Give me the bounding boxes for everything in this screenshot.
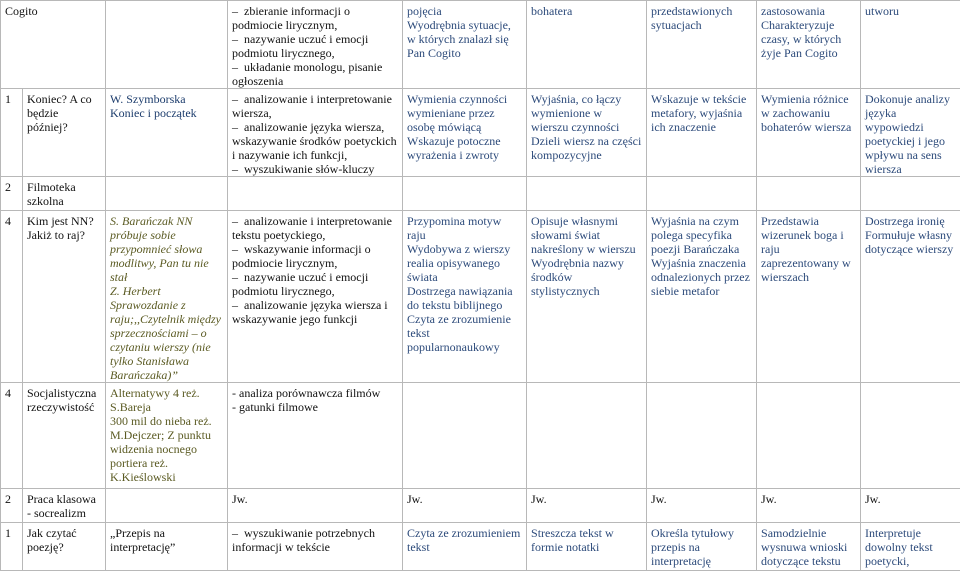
- cell-text: [106, 177, 228, 211]
- cell-c8: [861, 383, 960, 489]
- cell-header-c5: bohatera: [527, 1, 647, 89]
- cell-c4: Przypomina motyw raju Wydobywa z wierszy realia opisywanego świata Dostrzega nawiązania do tekstu biblijnego Czyta ze zrozumienie tekst popularnonaukowy: [403, 211, 527, 383]
- cell-forms: – analizowanie i interpretowanie tekstu poetyckiego, – wskazywanie informacji o podmiocie lirycznym, – nazywanie uczuć i emocji podmiotu lirycznego, – analizowanie języka wiersza i wskazywanie jego funkcji: [228, 211, 403, 383]
- cell-c7: Samodzielnie wysnuwa wnioski dotyczące tekstu: [757, 523, 861, 571]
- cell-c8: Interpretuje dowolny tekst poetycki,: [861, 523, 960, 571]
- cell-c6: Określa tytułowy przepis na interpretację: [647, 523, 757, 571]
- cell-c6: Wskazuje w tekście metafory, wyjaśnia ich znaczenie: [647, 89, 757, 177]
- table-row: [1, 489, 960, 523]
- cell-forms: - analiza porównawcza filmów - gatunki filmowe: [228, 383, 403, 489]
- cell-header-empty: [106, 1, 228, 89]
- table-row: [1, 383, 960, 489]
- cell-header-c7: zastosowania Charakteryzuje czasy, w których żyje Pan Cogito: [757, 1, 861, 89]
- cell-header-forms: – zbieranie informacji o podmiocie lirycznym, – nazywanie uczuć i emocji podmiotu lirycznego, – układanie monologu, pisanie ogłoszenia: [228, 1, 403, 89]
- cell-c5: Opisuje własnymi słowami świat nakreślony w wierszu Wyodrębnia nazwy środków stylistycznych: [527, 211, 647, 383]
- cell-c4: [403, 383, 527, 489]
- cell-hours: 4: [1, 383, 23, 489]
- table-row: [1, 523, 960, 571]
- cell-topic: Filmoteka szkolna: [23, 177, 106, 211]
- table-row: [1, 177, 960, 211]
- cell-header-c4: pojęcia Wyodrębnia sytuacje, w których znalazł się Pan Cogito: [403, 1, 527, 89]
- cell-c7: [757, 383, 861, 489]
- cell-topic: Socjalistyczna rzeczywistość: [23, 383, 106, 489]
- cell-c5: [527, 177, 647, 211]
- cell-hours: 1: [1, 523, 23, 571]
- cell-topic: Jak czytać poezję?: [23, 523, 106, 571]
- cell-text: „Przepis na interpretację”: [106, 523, 228, 571]
- cell-header-c8: utworu: [861, 1, 960, 89]
- cell-text: W. Szymborska Koniec i początek: [106, 89, 228, 177]
- cell-hours: 2: [1, 177, 23, 211]
- cell-c4: Wymienia czynności wymieniane przez osobę mówiącą Wskazuje potoczne wyrażenia i zwroty: [403, 89, 527, 177]
- cell-c4: Czyta ze zrozumieniem tekst: [403, 523, 527, 571]
- cell-c6: Wyjaśnia na czym polega specyfika poezji Barańczaka Wyjaśnia znaczenia odnalezionych przez siebie metafor: [647, 211, 757, 383]
- cell-topic: Praca klasowa - socrealizm: [23, 489, 106, 523]
- cell-hours: 4: [1, 211, 23, 383]
- table-row: [1, 211, 960, 383]
- cell-hours: 2: [1, 489, 23, 523]
- cell-c7: Wymienia różnice w zachowaniu bohaterów wiersza: [757, 89, 861, 177]
- cell-c7: Przedstawia wizerunek boga i raju zaprezentowany w wierszach: [757, 211, 861, 383]
- cell-topic: Koniec? A co będzie później?: [23, 89, 106, 177]
- cell-c5: Wyjaśnia, co łączy wymienione w wierszu czynności Dzieli wiersz na części kompozycyjne: [527, 89, 647, 177]
- cell-c4: [403, 177, 527, 211]
- cell-topic: Kim jest NN? Jakiż to raj?: [23, 211, 106, 383]
- cell-c5: Streszcza tekst w formie notatki: [527, 523, 647, 571]
- cell-c6: [647, 177, 757, 211]
- cell-c5: [527, 383, 647, 489]
- cell-c5: Jw.: [527, 489, 647, 523]
- cell-text: Alternatywy 4 reż. S.Bareja 300 mil do nieba reż. M.Dejczer; Z punktu widzenia nocnego portiera reż. K.Kieślowski: [106, 383, 228, 489]
- cell-c6: Jw.: [647, 489, 757, 523]
- cell-c8: Dostrzega ironię Formułuje własny dotyczące wierszy: [861, 211, 960, 383]
- cell-c4: Jw.: [403, 489, 527, 523]
- cell-c6: [647, 383, 757, 489]
- cell-header-c6: przedstawionych sytuacjach: [647, 1, 757, 89]
- cell-c8: Dokonuje analizy języka wypowiedzi poetyckiej i jego wpływu na sens wiersza: [861, 89, 960, 177]
- cell-c8: [861, 177, 960, 211]
- cell-c8: Jw.: [861, 489, 960, 523]
- cell-c7: Jw.: [757, 489, 861, 523]
- cell-hours: 1: [1, 89, 23, 177]
- cell-text: [106, 489, 228, 523]
- cell-forms: Jw.: [228, 489, 403, 523]
- cell-c7: [757, 177, 861, 211]
- cell-forms: – wyszukiwanie potrzebnych informacji w tekście: [228, 523, 403, 571]
- table-row: [1, 89, 960, 177]
- cell-header-title: Cogito: [1, 1, 106, 89]
- cell-forms: – analizowanie i interpretowanie wiersza, – analizowanie języka wiersza, wskazywanie środków poetyckich i nazywanie ich funkcji, – wyszukiwanie słów-kluczy: [228, 89, 403, 177]
- cell-text: S. Barańczak NN próbuje sobie przypomnieć słowa modlitwy, Pan tu nie stał Z. Herbert Sprawozdanie z raju;,,Czytelnik między sprzecznościami – o czytaniu wierszy (nie tylko Stanisława Barańczaka)”: [106, 211, 228, 383]
- cell-forms: [228, 177, 403, 211]
- table-row-header: [1, 1, 960, 89]
